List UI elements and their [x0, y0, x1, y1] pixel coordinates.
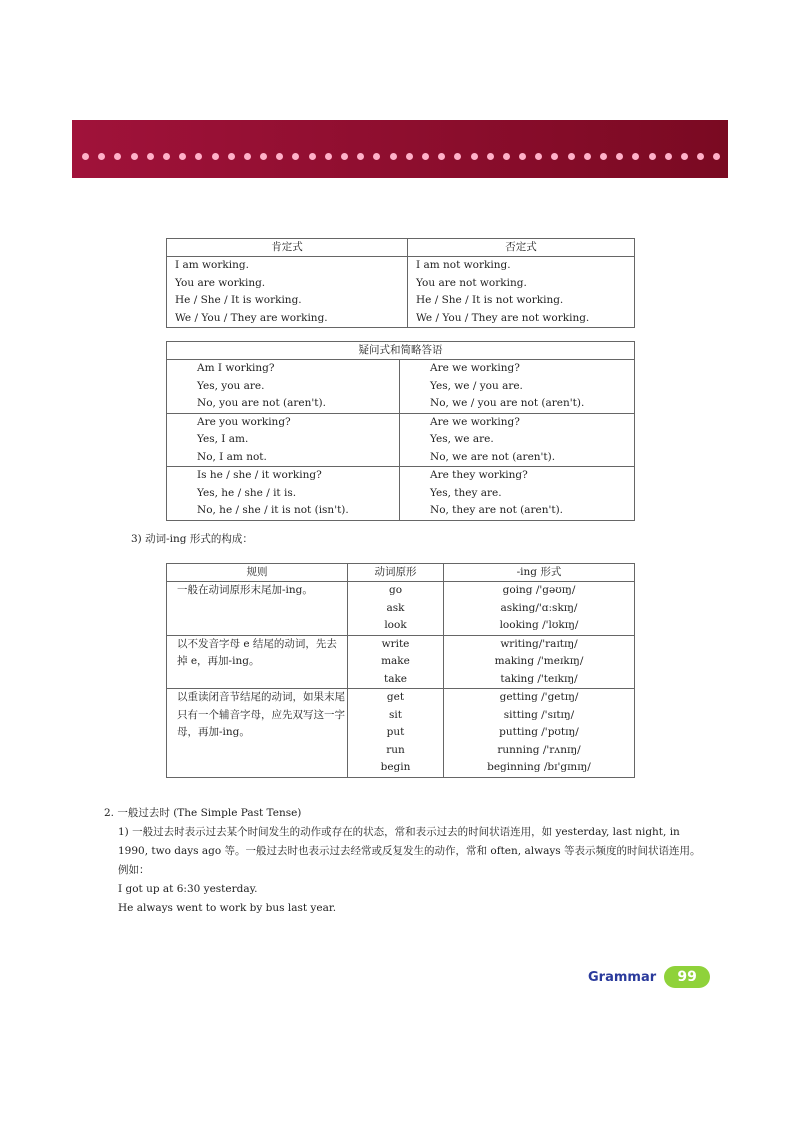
base-form-cell: begin — [348, 759, 444, 777]
banner-dot — [195, 153, 202, 160]
question-cell: Yes, we / you are. — [430, 379, 523, 392]
table-row — [167, 431, 635, 449]
banner-dot — [584, 153, 591, 160]
base-form-cell: sit — [348, 707, 444, 725]
banner-dots — [82, 153, 722, 161]
banner-dot — [292, 153, 299, 160]
table-row — [167, 582, 635, 600]
table-row — [167, 360, 635, 378]
question-cell: No, we / you are not (aren't). — [430, 397, 585, 409]
table2-header: 疑问式和简略答语 — [167, 342, 635, 360]
banner-dot — [82, 153, 89, 160]
banner-dot — [390, 153, 397, 160]
banner-dot — [487, 153, 494, 160]
example-1: I got up at 6:30 yesterday. — [118, 883, 258, 895]
negative-cell: I am not working. — [416, 259, 511, 271]
ing-form-cell: looking /'lʊkɪŋ/ — [499, 619, 579, 631]
page-footer — [588, 966, 710, 988]
banner-dot — [681, 153, 688, 160]
question-cell: Are we working? — [400, 413, 635, 431]
banner-dot — [309, 153, 316, 160]
question-cell: Yes, they are. — [430, 486, 502, 499]
base-form-cell: make — [348, 653, 444, 671]
banner-dot — [519, 153, 526, 160]
ing-form-cell: beginning /bɪ'gɪnɪŋ/ — [487, 761, 591, 773]
footer-label: Grammar — [588, 969, 657, 985]
rule-cell: 以不发音字母 e 结尾的动词，先去掉 e，再加-ing。 — [167, 635, 348, 689]
banner-dot — [228, 153, 235, 160]
table-row — [167, 413, 635, 431]
question-cell: Are they working? — [400, 467, 635, 485]
table-row — [167, 395, 635, 413]
banner-dot — [325, 153, 332, 160]
ing-form-table — [166, 563, 635, 778]
ing-form-cell: making /'meɪkɪŋ/ — [494, 655, 584, 667]
rule-cell: 一般在动词原形末尾加-ing。 — [167, 582, 348, 636]
table3-header-base: 动词原形 — [348, 564, 444, 582]
question-cell: Yes, you are. — [167, 378, 400, 396]
table-row — [167, 275, 635, 293]
question-cell: Yes, he / she / it is. — [167, 485, 400, 503]
banner-dot — [438, 153, 445, 160]
base-form-cell: run — [348, 742, 444, 760]
page-number: 99 — [664, 966, 710, 988]
banner-dot — [276, 153, 283, 160]
header-banner — [72, 120, 728, 178]
banner-dot — [551, 153, 558, 160]
table-row — [167, 310, 635, 328]
ing-form-cell: getting /'getɪŋ/ — [444, 689, 635, 707]
affirmative-cell: You are working. — [167, 275, 408, 293]
table-row — [167, 292, 635, 310]
banner-dot — [406, 153, 413, 160]
banner-dot — [649, 153, 656, 160]
table-row — [167, 502, 635, 520]
base-form-cell: take — [348, 671, 444, 689]
question-cell: No, I am not. — [167, 449, 400, 467]
section-title: 2. 一般过去时 (The Simple Past Tense) — [104, 807, 302, 819]
affirmative-cell: We / You / They are working. — [167, 310, 408, 328]
banner-dot — [341, 153, 348, 160]
section-paragraph: 1) 一般过去时表示过去某个时间发生的动作或存在的状态，常和表示过去的时间状语连用，如 yesterday, last night, in 1990, two days ago 等。一般过去时也表示过去经常或反复发生的动作，常和 often, always 等表示频度的时间状语连用。例如： — [118, 826, 701, 876]
banner-dot — [212, 153, 219, 160]
base-form-cell: go — [348, 582, 444, 600]
table-row — [167, 378, 635, 396]
banner-dot — [179, 153, 186, 160]
banner-dot — [260, 153, 267, 160]
banner-dot — [114, 153, 121, 160]
question-cell: No, we are not (aren't). — [430, 450, 556, 463]
banner-dot — [357, 153, 364, 160]
table-row — [167, 467, 635, 485]
banner-dot — [454, 153, 461, 160]
ing-form-cell: taking /'teɪkɪŋ/ — [500, 672, 578, 685]
banner-dot — [616, 153, 623, 160]
ing-form-cell: running /'rʌnɪŋ/ — [497, 743, 581, 756]
question-cell: Yes, I am. — [167, 431, 400, 449]
question-cell: No, they are not (aren't). — [430, 504, 564, 516]
banner-dot — [535, 153, 542, 160]
rule-cell: 以重读闭音节结尾的动词，如果末尾只有一个辅音字母，应先双写这一字母，再加-ing。 — [167, 689, 348, 778]
negative-cell: He / She / It is not working. — [416, 294, 564, 306]
base-form-cell: ask — [348, 600, 444, 618]
ing-form-cell: asking/'ɑːskɪŋ/ — [500, 601, 578, 614]
affirmative-cell: He / She / It is working. — [167, 292, 408, 310]
negative-cell: We / You / They are not working. — [416, 311, 590, 324]
table-row — [167, 689, 635, 707]
banner-dot — [147, 153, 154, 160]
table3-header-ing: -ing 形式 — [444, 564, 635, 582]
table1-header-negative: 否定式 — [408, 239, 635, 257]
negative-cell: You are not working. — [416, 276, 527, 289]
question-cell: Yes, we are. — [430, 433, 494, 445]
table-row — [167, 257, 635, 275]
example-2: He always went to work by bus last year. — [118, 902, 337, 914]
banner-dot — [163, 153, 170, 160]
question-answer-table — [166, 341, 635, 521]
banner-dot — [471, 153, 478, 160]
banner-dot — [373, 153, 380, 160]
banner-dot — [568, 153, 575, 160]
table-row — [167, 485, 635, 503]
banner-dot — [503, 153, 510, 160]
past-tense-section — [104, 804, 704, 918]
banner-dot — [600, 153, 607, 160]
base-form-cell: write — [348, 635, 444, 653]
question-cell: Am I working? — [167, 360, 400, 378]
banner-dot — [422, 153, 429, 160]
affirmative-negative-table — [166, 238, 635, 328]
banner-dot — [131, 153, 138, 160]
base-form-cell: look — [348, 617, 444, 635]
banner-dot — [697, 153, 704, 160]
banner-dot — [632, 153, 639, 160]
banner-dot — [98, 153, 105, 160]
banner-dot — [244, 153, 251, 160]
question-cell: No, he / she / it is not (isn't). — [167, 502, 400, 520]
table-row — [167, 449, 635, 467]
question-cell: Are you working? — [167, 413, 400, 431]
banner-dot — [665, 153, 672, 160]
question-cell: Are we working? — [430, 362, 520, 374]
table1-header-affirmative: 肯定式 — [167, 239, 408, 257]
ing-form-cell: sitting /'sɪtɪŋ/ — [503, 708, 575, 721]
ing-form-caption: 3) 动词-ing 形式的构成： — [131, 533, 253, 545]
ing-form-cell: writing/'raɪtɪŋ/ — [444, 635, 635, 653]
ing-form-cell: putting /'pʊtɪŋ/ — [499, 726, 579, 738]
ing-form-cell: going /'gəʊɪŋ/ — [502, 584, 576, 596]
question-cell: Is he / she / it working? — [167, 467, 400, 485]
base-form-cell: get — [348, 689, 444, 707]
question-cell: No, you are not (aren't). — [167, 395, 400, 413]
affirmative-cell: I am working. — [167, 257, 408, 275]
banner-dot — [713, 153, 720, 160]
table-row — [167, 635, 635, 653]
base-form-cell: put — [348, 724, 444, 742]
table3-header-rule: 规则 — [167, 564, 348, 582]
